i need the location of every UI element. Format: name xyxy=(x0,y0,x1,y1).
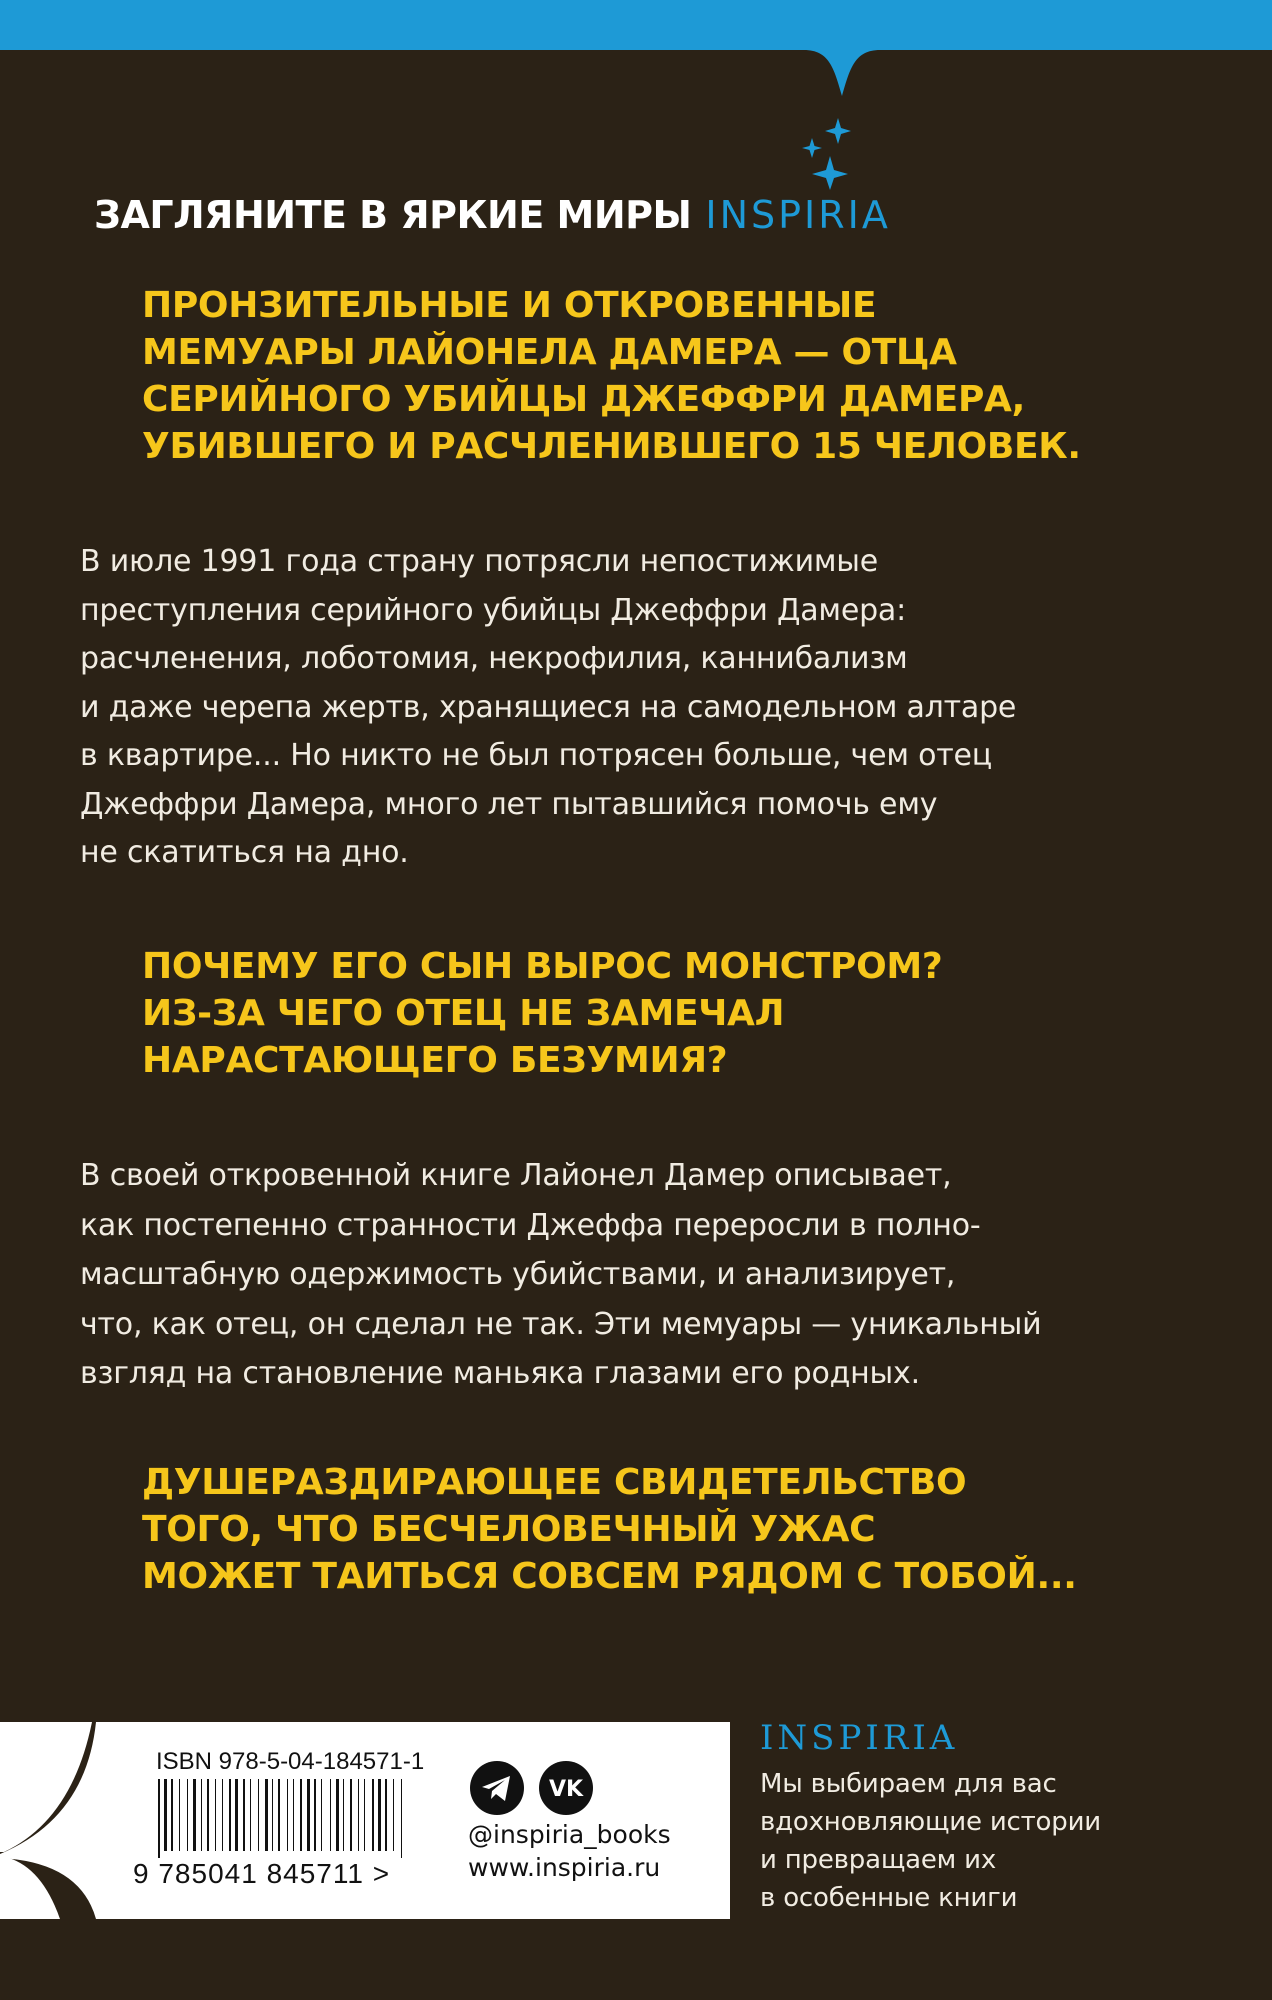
headline-3 xyxy=(142,1459,1077,1600)
headline-line: ПОЧЕМУ ЕГО СЫН ВЫРОС МОНСТРОМ? xyxy=(142,946,943,987)
barcode-bar xyxy=(336,1779,339,1851)
barcode-bar xyxy=(243,1779,245,1851)
paragraph-line: взгляд на становление маньяка глазами его родных. xyxy=(80,1356,920,1391)
barcode-bar xyxy=(287,1779,288,1851)
barcode-bar xyxy=(372,1779,374,1851)
barcode-bar xyxy=(350,1779,352,1851)
barcode-bar xyxy=(321,1779,322,1851)
barcode-bar xyxy=(207,1779,209,1851)
paragraph-line: масштабную одержимость убийствами, и анализирует, xyxy=(80,1257,956,1292)
barcode-bar xyxy=(401,1779,402,1858)
barcode xyxy=(156,1779,406,1858)
tagline xyxy=(94,193,891,237)
barcode-bar xyxy=(378,1779,381,1851)
barcode-bar xyxy=(187,1779,188,1851)
barcode-bar xyxy=(293,1779,294,1851)
barcode-bar xyxy=(222,1779,223,1851)
publisher-brand: INSPIRIA xyxy=(760,1718,959,1758)
headline-line: МОЖЕТ ТАИТЬСЯ СОВСЕМ РЯДОМ С ТОБОЙ... xyxy=(142,1556,1077,1597)
barcode-bar xyxy=(201,1779,202,1851)
slogan-line: и превращаем их xyxy=(760,1845,997,1875)
headline-1 xyxy=(142,282,1081,470)
barcode-bar xyxy=(307,1779,310,1851)
headline-line: НАРАСТАЮЩЕГО БЕЗУМИЯ? xyxy=(142,1040,728,1081)
barcode-bar xyxy=(393,1779,394,1851)
paragraph-line: В июле 1991 года страну потрясли непостижимые xyxy=(80,544,879,579)
social-handle[interactable]: @inspiria_books xyxy=(468,1820,671,1849)
paragraph-line: преступления серийного убийцы Джеффри Дамера: xyxy=(80,592,907,628)
barcode-bar xyxy=(278,1779,280,1851)
barcode-digits: 9 785041 845711 > xyxy=(133,1858,391,1889)
headline-line: ТОГО, ЧТО БЕСЧЕЛОВЕЧНЫЙ УЖАС xyxy=(142,1509,876,1550)
barcode-bar xyxy=(171,1779,173,1851)
barcode-bar xyxy=(358,1779,359,1851)
vk-icon-label: VK xyxy=(548,1777,584,1802)
top-band xyxy=(0,0,1272,150)
paragraph-line: как постепенно странности Джеффа переросли в полно- xyxy=(80,1207,981,1243)
barcode-bar xyxy=(385,1779,387,1851)
website-link[interactable]: www.inspiria.ru xyxy=(468,1853,661,1882)
headline-line: ПРОНЗИТЕЛЬНЫЕ И ОТКРОВЕННЫЕ xyxy=(142,285,877,326)
barcode-bar xyxy=(164,1779,167,1851)
slogan-line: в особенные книги xyxy=(760,1883,1018,1913)
barcode-bar xyxy=(158,1779,160,1858)
slogan-line: Мы выбираем для вас xyxy=(760,1769,1057,1799)
barcode-bar xyxy=(265,1779,268,1851)
paragraph-line: В своей откровенной книге Лайонел Дамер описывает, xyxy=(80,1158,952,1193)
paragraph-line: и даже черепа жертв, хранящиеся на самодельном алтаре xyxy=(80,689,1017,725)
headline-line: МЕМУАРЫ ЛАЙОНЕЛА ДАМЕРА — ОТЦА xyxy=(142,332,957,373)
barcode-bar xyxy=(250,1779,251,1851)
description-paragraph-2 xyxy=(80,1151,1041,1399)
barcode-bar xyxy=(235,1779,238,1851)
sparkle-stars-icon xyxy=(800,118,860,190)
headline-line: ИЗ-ЗА ЧЕГО ОТЕЦ НЕ ЗАМЕЧАЛ xyxy=(142,993,785,1034)
barcode-bar xyxy=(330,1779,331,1851)
barcode-bar xyxy=(193,1779,196,1851)
paragraph-line: что, как отец, он сделал не так. Эти мемуары — уникальный xyxy=(80,1306,1042,1342)
barcode-bar xyxy=(229,1779,231,1851)
barcode-bar xyxy=(215,1779,216,1851)
barcode-bar xyxy=(272,1779,273,1851)
paragraph-line: расчленения, лоботомия, некрофилия, каннибализм xyxy=(80,641,908,676)
headline-line: СЕРИЙНОГО УБИЙЦЫ ДЖЕФФРИ ДАМЕРА, xyxy=(142,379,1025,420)
barcode-bar xyxy=(300,1779,302,1851)
tagline-text: ЗАГЛЯНИТЕ В ЯРКИЕ МИРЫ xyxy=(94,193,692,237)
barcode-bar xyxy=(343,1779,344,1851)
paragraph-line: не скатиться на дно. xyxy=(80,835,409,870)
slogan-line: вдохновляющие истории xyxy=(760,1807,1101,1837)
paragraph-line: Джеффри Дамера, много лет пытавшийся помочь ему xyxy=(80,786,938,822)
vk-icon[interactable] xyxy=(539,1761,593,1815)
barcode-bar xyxy=(364,1779,365,1851)
headline-line: ДУШЕРАЗДИРАЮЩЕЕ СВИДЕТЕЛЬСТВО xyxy=(142,1462,967,1503)
headline-2 xyxy=(142,943,943,1084)
tagline-brand: INSPIRIA xyxy=(705,193,891,237)
barcode-bar xyxy=(179,1779,180,1851)
paragraph-line: в квартире... Но никто не был потрясен больше, чем отец xyxy=(80,738,992,773)
isbn-number: ISBN 978-5-04-184571-1 xyxy=(156,1748,425,1775)
description-paragraph-1 xyxy=(80,538,1016,878)
headline-line: УБИВШЕГО И РАСЧЛЕНИВШЕГО 15 ЧЕЛОВЕК. xyxy=(142,426,1081,467)
telegram-icon[interactable] xyxy=(470,1761,524,1815)
barcode-bar xyxy=(258,1779,259,1851)
barcode-bar xyxy=(314,1779,316,1851)
publisher-slogan xyxy=(760,1765,1101,1917)
